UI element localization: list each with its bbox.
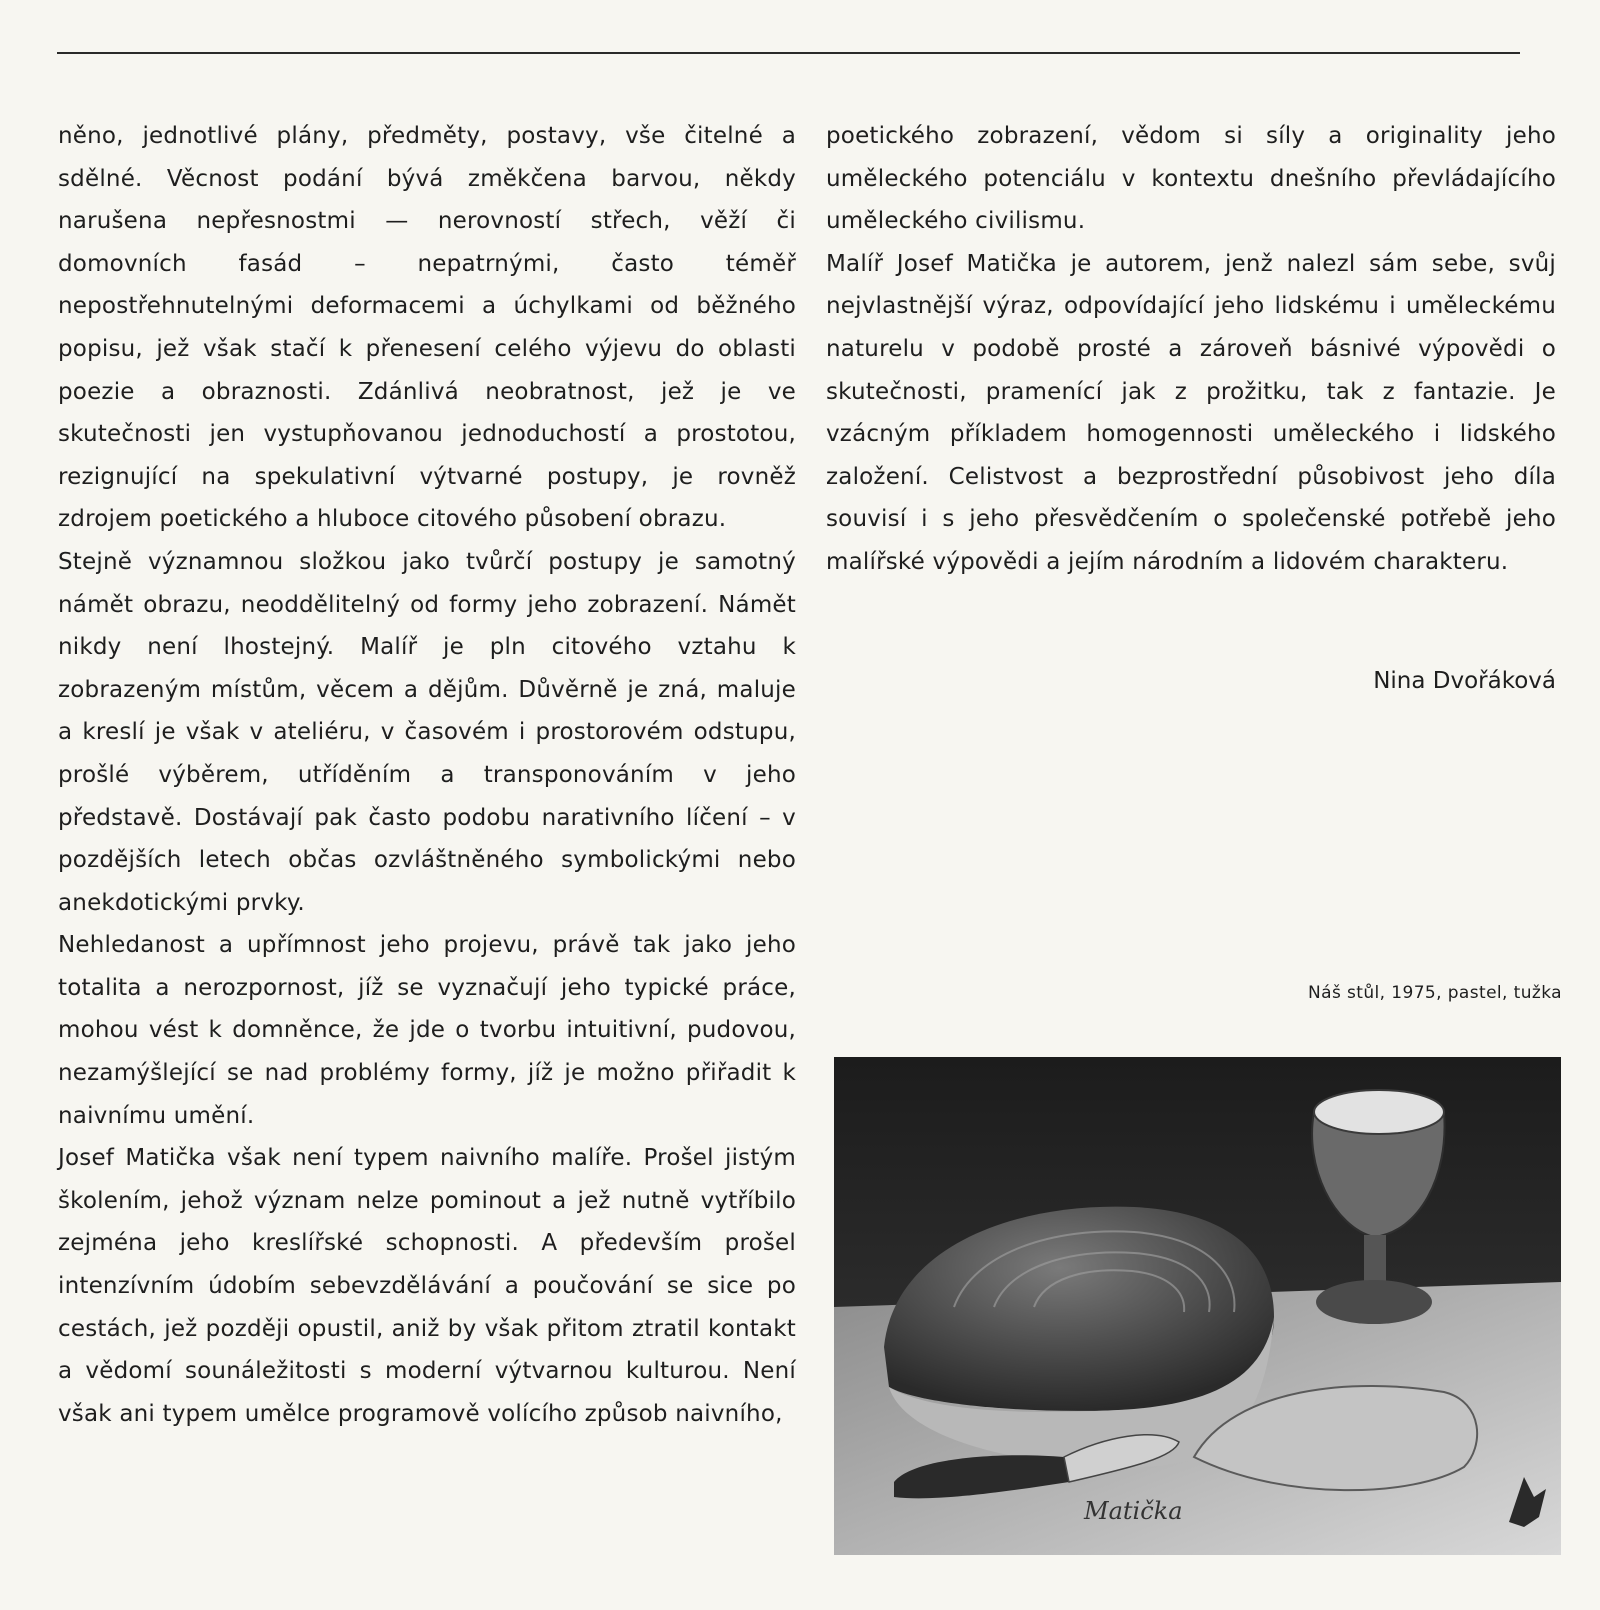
paragraph: poetického zobrazení, vědom si síly a originality jeho uměleckého potenciálu v kontextu dnešního převládajícího uměleckého civilismu. [826,123,1556,235]
figure-caption: Náš stůl, 1975, pastel, tužka [1308,983,1562,1003]
paragraph: Malíř Josef Matička je autorem, jenž nalezl sám sebe, svůj nejvlastnější výraz, odpovídající jeho lidskému i uměleckému naturelu v podobě prosté a zároveň básnivé výpovědi o skutečnosti, pramenící jak z prožitku, tak z fantazie. Je vzácným příkladem homogennosti uměleckého i lidského založení. Celistvost a bezprostřední působivost jeho díla souvisí i s jeho přesvědčením o společenské potřebě jeho malířské výpovědi a jejím národním a lidovém charakteru. [826,250,1556,575]
paragraph: Nehledanost a upřímnost jeho projevu, právě tak jako jeho totalita a nerozpornost, jíž se vyznačují jeho typické práce, mohou vést k domněnce, že jde o tvorbu intuitivní, pudovou, nezamýšlející se nad problémy formy, jíž je možno přiřadit k naivnímu umění. [58,932,796,1129]
left-column [58,115,796,1435]
paragraph: Stejně významnou složkou jako tvůrčí postupy je samotný námět obrazu, neoddělitelný od formy jeho zobrazení. Námět nikdy není lhostejný. Malíř je pln citového vztahu k zobrazeným místům, věcem a dějům. Důvěrně je zná, maluje a kreslí je však v ateliéru, v časovém i prostorovém odstupu, prošlé výběrem, utříděním a transponováním v jeho představě. Dostávají pak často podobu narativního líčení – v pozdějších letech občas ozvláštněného symbolickými nebo anekdotickými prvky. [58,548,796,916]
artwork-signature: Matička [1084,1497,1183,1525]
artwork-drawing [834,1057,1561,1555]
top-rule [57,52,1520,54]
right-column [826,115,1556,584]
goblet-base [1316,1280,1432,1324]
paragraph: Josef Matička však není typem naivního malíře. Prošel jistým školením, jehož význam nelze pominout a jež nutně vytříbilo zejména jeho kreslířské schopnosti. A především prošel intenzívním údobím sebevzdělávání a poučování se sice po cestách, jež později opustil, aniž by však přitom ztratil kontakt a vědomí sounáležitosti s moderní výtvarnou kulturou. Není však ani typem umělce programově volícího způsob naivního, [58,1145,796,1427]
paragraph: něno, jednotlivé plány, předměty, postavy, vše čitelné a sdělné. Věcnost podání bývá změkčena barvou, někdy narušena nepřesnostmi — nerovností střech, věží či domovních fasád – nepatrnými, často téměř nepostřehnutelnými deformacemi a úchylkami od běžného popisu, jež však stačí k přenesení celého výjevu do oblasti poezie a obraznosti. Zdánlivá neobratnost, jež je ve skutečnosti jen vystupňovanou jednoduchostí a prostotou, rezignující na spekulativní výtvarné postupy, je rovněž zdrojem poetického a hluboce citového působení obrazu. [58,123,796,533]
goblet-rim [1314,1090,1444,1134]
author-signature: Nina Dvořáková [1373,668,1556,694]
artwork-image [834,1057,1561,1555]
